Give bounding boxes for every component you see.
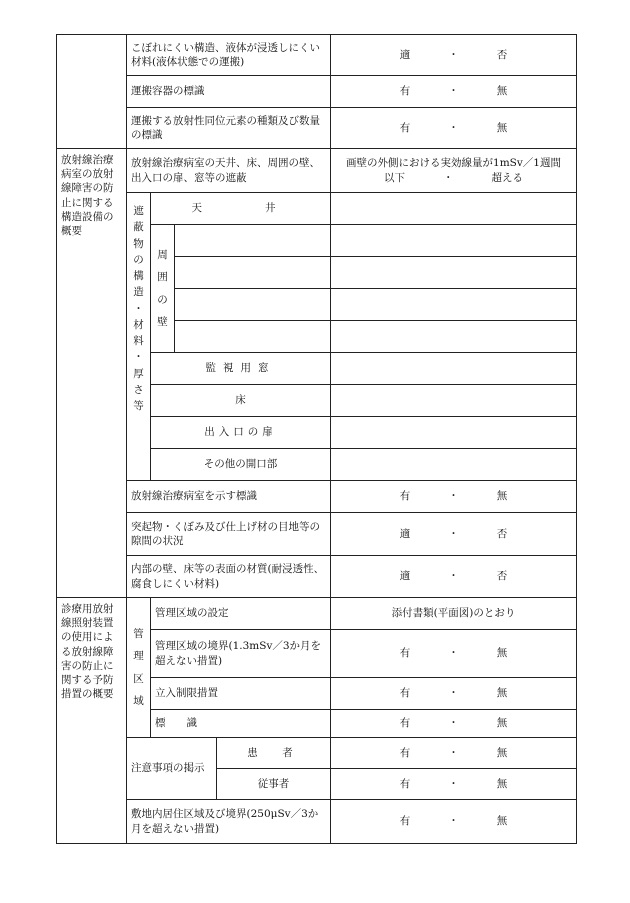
option-dot: ・ bbox=[448, 687, 459, 700]
room-sign-options[interactable] bbox=[331, 481, 577, 513]
option-ok[interactable]: 適 bbox=[399, 527, 411, 540]
wall-cell-1[interactable] bbox=[175, 225, 331, 257]
section2-title: 放射線治療病室の放射線障害の防止に関する構造設備の概要 bbox=[57, 149, 127, 598]
section3-title: 診療用放射線照射装置の使用による放射線障害の防止に関する予防措置の概要 bbox=[57, 598, 127, 844]
option-dot: ・ bbox=[448, 121, 459, 134]
option-ng[interactable]: 否 bbox=[496, 527, 508, 540]
option-dot: ・ bbox=[448, 777, 459, 790]
option-dot: ・ bbox=[443, 171, 454, 184]
ceiling-value[interactable] bbox=[331, 193, 577, 225]
option-ok[interactable]: 適 bbox=[399, 48, 411, 61]
option-no[interactable]: 無 bbox=[496, 777, 508, 790]
patient-options[interactable] bbox=[331, 738, 577, 769]
spill-label: こぼれにくい構造、液体が浸透しにくい材料(液体状態での運搬) bbox=[127, 35, 331, 76]
container-label: 運搬容器の標識 bbox=[127, 76, 331, 108]
option-yes[interactable]: 有 bbox=[399, 777, 411, 790]
area-boundary-options[interactable] bbox=[331, 630, 577, 678]
option-yes[interactable]: 有 bbox=[399, 687, 411, 700]
option-yes[interactable]: 有 bbox=[399, 490, 411, 503]
window-label: 監視用窓 bbox=[151, 353, 331, 385]
option-dot: ・ bbox=[448, 85, 459, 98]
option-dot: ・ bbox=[448, 527, 459, 540]
option-ng[interactable]: 否 bbox=[496, 48, 508, 61]
wall-value-4[interactable] bbox=[331, 321, 577, 353]
option-dot: ・ bbox=[448, 48, 459, 61]
option-below[interactable]: 以下 bbox=[384, 171, 406, 184]
site-boundary-options[interactable] bbox=[331, 800, 577, 844]
other-opening-label: その他の開口部 bbox=[151, 449, 331, 481]
dose-header-line1: 画壁の外側における実効線量が1mSv／1週間 bbox=[346, 157, 561, 170]
protrusion-label: 突起物・くぼみ及び仕上げ材の目地等の隙間の状況 bbox=[127, 513, 331, 556]
section1-label-cell bbox=[57, 35, 127, 149]
wall-cell-3[interactable] bbox=[175, 289, 331, 321]
option-exceed[interactable]: 超える bbox=[491, 171, 524, 184]
option-no[interactable]: 無 bbox=[496, 490, 508, 503]
door-label: 出入口の扉 bbox=[151, 417, 331, 449]
worker-options[interactable] bbox=[331, 769, 577, 800]
wall-cell-2[interactable] bbox=[175, 257, 331, 289]
option-dot: ・ bbox=[448, 570, 459, 583]
restrict-options[interactable] bbox=[331, 678, 577, 710]
option-yes[interactable]: 有 bbox=[399, 717, 411, 730]
controlled-area-label: 管 理 区 域 bbox=[127, 598, 151, 738]
restrict-label: 立入制限措置 bbox=[151, 678, 331, 710]
floor-value[interactable] bbox=[331, 385, 577, 417]
wall-value-1[interactable] bbox=[331, 225, 577, 257]
area-setting-value: 添付書類(平面図)のとおり bbox=[331, 598, 577, 630]
room-sign-label: 放射線治療病室を示す標識 bbox=[127, 481, 331, 513]
container-options[interactable] bbox=[331, 76, 577, 108]
option-no[interactable]: 無 bbox=[496, 647, 508, 660]
worker-label: 従事者 bbox=[217, 769, 331, 800]
sign-options[interactable] bbox=[331, 710, 577, 738]
notice-label: 注意事項の掲示 bbox=[127, 738, 217, 800]
shield-structure-label: 遮 蔽 物 の 構 造 ・ 材 料 ・ 厚 さ 等 bbox=[127, 193, 151, 481]
option-yes[interactable]: 有 bbox=[399, 647, 411, 660]
wall-value-2[interactable] bbox=[331, 257, 577, 289]
option-no[interactable]: 無 bbox=[496, 746, 508, 759]
wall-value-3[interactable] bbox=[331, 289, 577, 321]
option-ok[interactable]: 適 bbox=[399, 570, 411, 583]
option-dot: ・ bbox=[448, 717, 459, 730]
door-value[interactable] bbox=[331, 417, 577, 449]
surrounding-wall-label: 周 囲 の 壁 bbox=[151, 225, 175, 353]
option-ng[interactable]: 否 bbox=[496, 570, 508, 583]
option-dot: ・ bbox=[448, 746, 459, 759]
window-value[interactable] bbox=[331, 353, 577, 385]
inspection-form-table bbox=[56, 34, 577, 844]
isotope-label: 運搬する放射性同位元素の種類及び数量の標識 bbox=[127, 108, 331, 149]
floor-label: 床 bbox=[151, 385, 331, 417]
ceiling-label: 天 井 bbox=[151, 193, 331, 225]
area-setting-label: 管理区域の設定 bbox=[151, 598, 331, 630]
option-yes[interactable]: 有 bbox=[399, 121, 411, 134]
option-no[interactable]: 無 bbox=[496, 687, 508, 700]
option-no[interactable]: 無 bbox=[496, 121, 508, 134]
protrusion-options[interactable] bbox=[331, 513, 577, 556]
isotope-options[interactable] bbox=[331, 108, 577, 149]
option-dot: ・ bbox=[448, 815, 459, 828]
sign-label: 標 識 bbox=[151, 710, 331, 738]
patient-label: 患 者 bbox=[217, 738, 331, 769]
area-boundary-label: 管理区域の境界(1.3mSv／3か月を超えない措置) bbox=[151, 630, 331, 678]
dose-header[interactable] bbox=[331, 149, 577, 193]
shielding-header: 放射線治療病室の天井、床、周囲の壁、出入口の扉、窓等の遮蔽 bbox=[127, 149, 331, 193]
option-no[interactable]: 無 bbox=[496, 85, 508, 98]
site-boundary-label: 敷地内居住区域及び境界(250μSv／3か月を超えない措置) bbox=[127, 800, 331, 844]
option-dot: ・ bbox=[448, 490, 459, 503]
surface-options[interactable] bbox=[331, 556, 577, 598]
spill-options[interactable] bbox=[331, 35, 577, 76]
surface-label: 内部の壁、床等の表面の材質(耐浸透性、腐食しにくい材料) bbox=[127, 556, 331, 598]
option-no[interactable]: 無 bbox=[496, 717, 508, 730]
wall-cell-4[interactable] bbox=[175, 321, 331, 353]
option-yes[interactable]: 有 bbox=[399, 815, 411, 828]
option-dot: ・ bbox=[448, 647, 459, 660]
option-yes[interactable]: 有 bbox=[399, 85, 411, 98]
other-opening-value[interactable] bbox=[331, 449, 577, 481]
option-no[interactable]: 無 bbox=[496, 815, 508, 828]
option-yes[interactable]: 有 bbox=[399, 746, 411, 759]
